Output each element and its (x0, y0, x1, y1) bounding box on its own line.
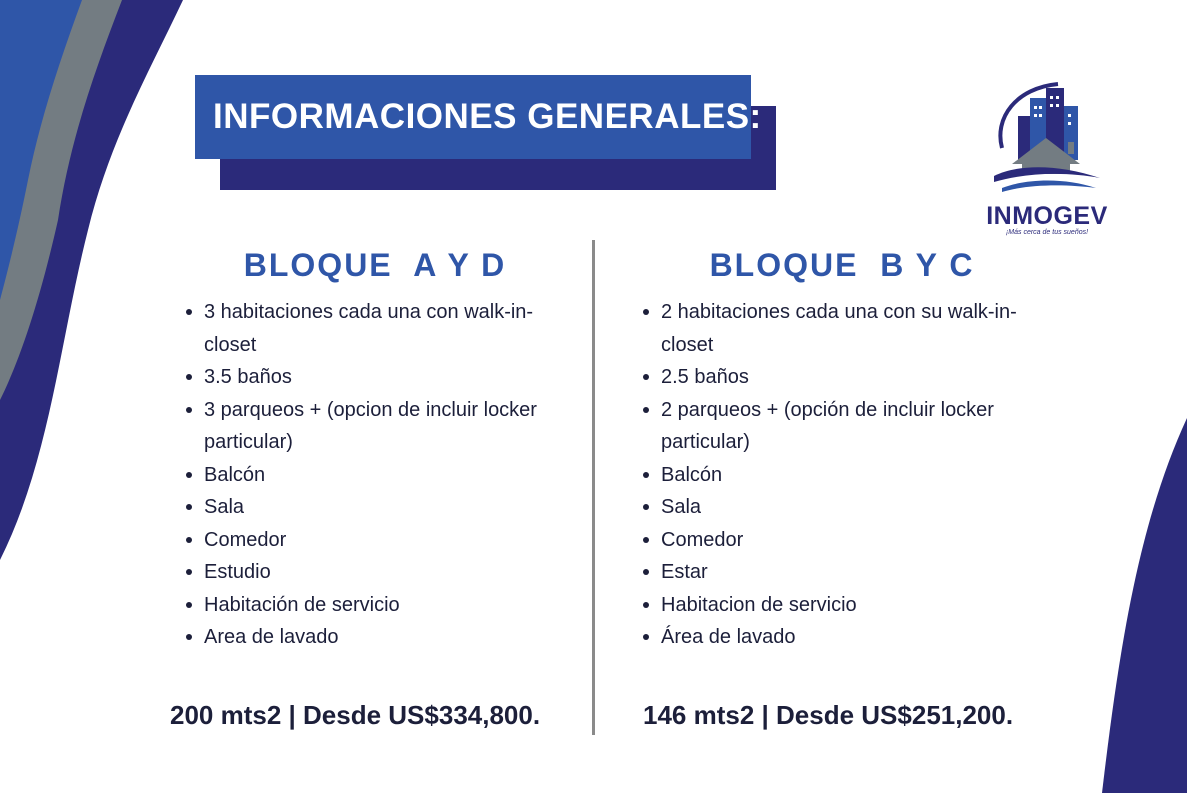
bullet-icon (643, 407, 649, 413)
feature-text: Balcón (204, 463, 266, 486)
bullet-icon (643, 634, 649, 640)
feature-text: 2 parqueos + (opción de incluir locker particular) (661, 398, 994, 453)
page-title: INFORMACIONES GENERALES: (213, 97, 762, 136)
feature-item (627, 491, 1057, 524)
block-b-c-column (627, 240, 1057, 654)
feature-text: 2 habitaciones cada una con su walk-in-closet (661, 301, 1017, 356)
feature-text: 3.5 baños (204, 366, 292, 388)
bullet-icon (643, 537, 649, 543)
feature-item (170, 621, 580, 654)
feature-item (170, 361, 580, 394)
logo-tagline: ¡Más cerca de tus sueños! (1005, 229, 1089, 236)
feature-text: Habitación de servicio (204, 593, 400, 616)
company-logo (976, 78, 1118, 248)
bullet-icon (643, 374, 649, 380)
building-house-logo-icon (988, 78, 1106, 200)
block-title: BLOQUE B Y C (709, 247, 975, 283)
feature-list (627, 296, 1057, 654)
bullet-icon (186, 309, 192, 315)
bullet-icon (643, 504, 649, 510)
feature-item (627, 556, 1057, 589)
bullet-icon (186, 634, 192, 640)
bullet-icon (186, 407, 192, 413)
feature-item (170, 589, 580, 622)
feature-item (170, 524, 580, 557)
feature-text: Estudio (204, 561, 271, 583)
feature-text: 2.5 baños (661, 366, 749, 388)
feature-text: Sala (204, 496, 245, 518)
bullet-icon (186, 602, 192, 608)
feature-item (170, 556, 580, 589)
bullet-icon (643, 472, 649, 478)
feature-item (170, 459, 580, 492)
feature-text: Sala (661, 496, 702, 518)
feature-item (170, 394, 580, 459)
feature-text: Habitacion de servicio (661, 593, 857, 616)
block-a-d-price: 200 mts2 | Desde US$334,800. (170, 700, 541, 730)
column-divider (592, 240, 595, 735)
feature-item (170, 296, 580, 361)
bullet-icon (186, 472, 192, 478)
feature-item (627, 524, 1057, 557)
bullet-icon (186, 537, 192, 543)
feature-text: Comedor (661, 528, 744, 551)
bullet-icon (186, 569, 192, 575)
bullet-icon (643, 309, 649, 315)
block-title: BLOQUE A Y D (243, 247, 507, 283)
feature-item (170, 491, 580, 524)
feature-text: Balcón (661, 463, 723, 486)
header-banner (195, 75, 762, 159)
bullet-icon (186, 374, 192, 380)
feature-text: Area de lavado (204, 626, 339, 648)
bullet-icon (643, 569, 649, 575)
feature-item (627, 296, 1057, 361)
feature-text: Estar (661, 561, 708, 583)
feature-item (627, 589, 1057, 622)
feature-text: Área de lavado (661, 626, 796, 648)
feature-item (627, 394, 1057, 459)
logo-name: INMOGEV (986, 202, 1108, 230)
feature-item (627, 459, 1057, 492)
navy-wave-right (1102, 418, 1187, 793)
bullet-icon (186, 504, 192, 510)
feature-text: Comedor (204, 528, 287, 551)
feature-text: 3 habitaciones cada una con walk-in-closet (204, 301, 534, 356)
block-b-c-price: 146 mts2 | Desde US$251,200. (643, 700, 1014, 730)
block-a-d-column (170, 240, 580, 654)
feature-text: 3 parqueos + (opcion de incluir locker particular) (204, 398, 537, 453)
feature-list (170, 296, 580, 654)
feature-item (627, 621, 1057, 654)
bullet-icon (643, 602, 649, 608)
feature-item (627, 361, 1057, 394)
